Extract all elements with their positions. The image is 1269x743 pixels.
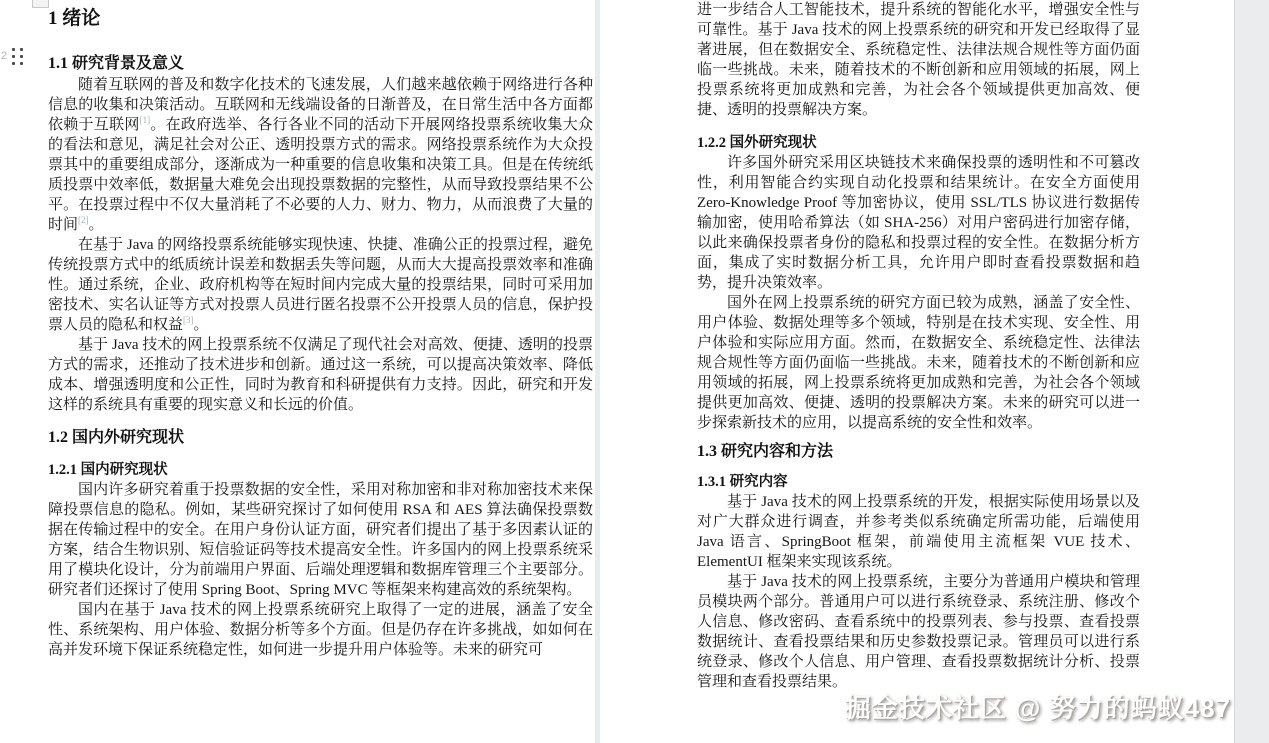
citation-ref-1: [1]	[139, 115, 151, 125]
paragraph-foreign-2: 国外在网上投票系统的研究方面已较为成熟，涵盖了安全性、用户体验、数据处理等多个领域，特别是在技术实现、安全性、用户体验和实际应用方面。然而，在数据安全、系统稳定性、法律法规合规性等方面仍面临一些挑战。未来，随着技术的不断创新和应用领域的拓展，网上投票系统将更加成熟和完善，为社会各个领域提供更加高效、便捷、透明的投票解决方案。未来的研究可以进一步探索新技术的应用，以提高系统的安全性和效率。	[697, 295, 1140, 431]
page-left	[48, 0, 593, 660]
page-right	[697, 0, 1140, 692]
paragraph-domestic-2: 国内在基于 Java 技术的网上投票系统研究上取得了一定的进展，涵盖了安全性、系统架构、用户体验、数据分析等多个方面。但是仍存在许多挑战，如如何在高并发环境下保证系统稳定性，如何进一步提升用户体验等。未来的研究可	[48, 602, 593, 658]
text-run: 随着互联网的普及和数字化技术的飞速发展，人们越来越依赖于网络进行各种信息的收集和决策活动。互联网和无线端设备的日渐普及，在日常生活中各方面都依赖于互联网	[48, 77, 593, 133]
cropped-ui-fragment	[32, 0, 49, 8]
canvas-background-strip	[1234, 0, 1269, 743]
text-run: 。在政府选举、各行各业不同的活动下开展网络投票系统收集大众的看法和意见，满足社会对公正、透明投票方式的需求。网络投票系统作为大众投票其中的重要组成部分，逐渐成为一种重要的信息收集和决策工具。但是在传统纸质投票中效率低，数据量大难免会出现投票数据的完整性，从而导致投票结果不公平。在投票过程中不仅大量消耗了不必要的人力、财力、物力，从而浪费了大量的时间	[48, 117, 593, 233]
page-edge-divider	[595, 0, 600, 743]
text-run: 。	[88, 217, 104, 233]
citation-ref-2: [2]	[78, 215, 89, 225]
chapter-heading: 1 绪论	[48, 8, 101, 29]
citation-ref-3: [3]	[183, 315, 194, 325]
block-number: 2	[1, 50, 8, 62]
paragraph-content-2: 基于 Java 技术的网上投票系统，主要分为普通用户模块和管理员模块两个部分。普通用户可以进行系统登录、系统注册、修改个人信息、修改密码、查看系统中的投票列表、参与投票、查看投票数据统计、查看投票结果和历史参数投票记录。管理员可以进行系统登录、修改个人信息、用户管理、查看投票数据统计分析、投票管理和查看投票结果。	[697, 574, 1140, 690]
subsection-heading-1-2-2: 1.2.2 国外研究现状	[697, 135, 817, 151]
paragraph-background-2	[48, 235, 593, 335]
watermark: 掘金技术社区 @ 努力的蚂蚁487	[844, 693, 1231, 723]
section-heading-1-1: 1.1 研究背景及意义	[48, 55, 185, 72]
subsection-heading-1-2-1: 1.2.1 国内研究现状	[48, 462, 168, 478]
block-gutter	[0, 46, 46, 72]
paragraph-content-1: 基于 Java 技术的网上投票系统的开发，根据实际使用场景以及对广大群众进行调查，并参考类似系统确定所需功能，后端使用 Java 语言、SpringBoot 框架，前端使用主流框架 VUE 技术、ElementUI 框架来实现该系统。	[697, 494, 1140, 570]
text-run: 。	[193, 317, 209, 333]
paragraph-continuation: 进一步结合人工智能技术，提升系统的智能化水平，增强安全性与可靠性。基于 Java 技术的网上投票系统的研究和开发已经取得了显著进展，但在数据安全、系统稳定性、法律法规合规性等方面仍面临一些挑战。未来，随着技术的不断创新和应用领域的拓展，网上投票系统将更加成熟和完善，为社会各个领域提供更加高效、便捷、透明的投票解决方案。	[697, 2, 1140, 118]
drag-handle-icon[interactable]	[12, 48, 23, 65]
section-heading-1-2: 1.2 国内外研究现状	[48, 429, 185, 446]
paragraph-domestic-1: 国内许多研究着重于投票数据的安全性，采用对称加密和非对称加密技术来保障投票信息的隐私。例如，某些研究探讨了如何使用 RSA 和 AES 算法确保投票数据在传输过程中的安全。在用户身份认证方面，研究者们提出了基于多因素认证的方案，结合生物识别、短信验证码等技术提高安全性。许多国内的网上投票系统采用了模块化设计，分为前端用户界面、后端处理逻辑和数据库管理三个主要部分。研究者们还探讨了使用 Spring Boot、Spring MVC 等框架来构建高效的系统架构。	[48, 482, 593, 598]
section-heading-1-3: 1.3 研究内容和方法	[697, 443, 834, 460]
paragraph-background-1	[48, 75, 593, 235]
paragraph-background-3: 基于 Java 技术的网上投票系统不仅满足了现代社会对高效、便捷、透明的投票方式的需求，还推动了技术进步和创新。通过这一系统，可以提高决策效率、降低成本、增强透明度和公正性，同时为教育和科研提供有力支持。因此，研究和开发这样的系统具有重要的现实意义和长远的价值。	[48, 337, 593, 413]
subsection-heading-1-3-1: 1.3.1 研究内容	[697, 474, 788, 490]
paragraph-foreign-1: 许多国外研究采用区块链技术来确保投票的透明性和不可篡改性，利用智能合约实现自动化投票和结果统计。在安全方面使用 Zero-Knowledge Proof 等加密协议，使用 SSL/TLS 协议进行数据传输加密，使用哈希算法（如 SHA-256）对用户密码进行加密存储，以此来确保投票者身份的隐私和投票过程的安全性。在数据分析方面，集成了实时数据分析工具，允许用户即时查看投票数据和趋势，提升决策效率。	[697, 155, 1140, 291]
text-run: 在基于 Java 的网络投票系统能够实现快速、快捷、准确公正的投票过程，避免传统投票方式中的纸质统计误差和数据丢失等问题，从而大大提高投票效率和准确性。通过系统，企业、政府机构等在短时间内完成大量的投票结果，同时可采用加密技术、实名认证等方式对投票人员进行匿名投票不公开投票人员的信息，保护投票人员的隐私和权益	[48, 237, 593, 333]
